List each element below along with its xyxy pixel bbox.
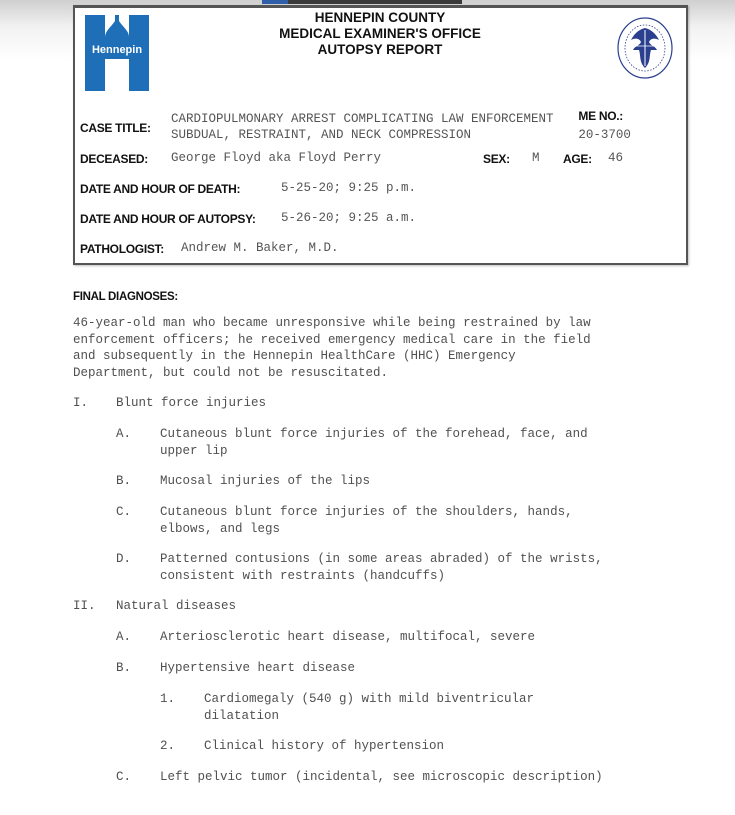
summary-line: Department, but could not be resuscitated. — [73, 365, 389, 380]
item-marker: A. — [116, 630, 132, 644]
subitem-text — [204, 691, 534, 724]
office-title-line: HENNEPIN COUNTY — [314, 10, 446, 25]
section-title: Blunt force injuries — [116, 396, 267, 410]
sex-value: M — [532, 151, 540, 165]
sex-label: SEX: — [483, 152, 510, 166]
office-title-line: AUTOPSY REPORT — [317, 42, 443, 57]
item-marker: B. — [116, 474, 132, 488]
case-title-value — [171, 111, 554, 143]
item-text — [160, 426, 588, 459]
medical-seal-icon — [615, 16, 675, 80]
item-marker: C. — [116, 505, 132, 519]
summary-line: enforcement officers; he received emergency medical care in the field — [73, 332, 591, 347]
final-diagnoses-heading: FINAL DIAGNOSES: — [73, 291, 178, 303]
item-text — [160, 551, 603, 584]
me-no-value: 20-3700 — [578, 128, 631, 142]
item-line: Left pelvic tumor (incidental, see microscopic description) — [160, 770, 603, 784]
item-line: upper lip — [160, 443, 228, 458]
pathologist-value: Andrew M. Baker, M.D. — [181, 241, 339, 255]
subitem-marker: 1. — [160, 692, 176, 706]
item-marker: C. — [116, 770, 132, 784]
section-marker: I. — [73, 396, 89, 410]
item-line: Patterned contusions (in some areas abraded) of the wrists, — [160, 552, 603, 566]
age-value: 46 — [608, 151, 624, 165]
office-title — [225, 10, 535, 58]
section-title: Natural diseases — [116, 599, 237, 613]
section-marker: II. — [73, 599, 96, 613]
report-header-box — [73, 5, 688, 265]
age-label: AGE: — [563, 152, 592, 166]
item-text — [160, 504, 573, 537]
toolbar-accent — [262, 0, 288, 4]
case-title-label: CASE TITLE: — [80, 121, 151, 135]
item-line: Arteriosclerotic heart disease, multifocal, severe — [160, 630, 536, 644]
hennepin-logo — [85, 15, 149, 91]
item-marker: A. — [116, 427, 132, 441]
deceased-value: George Floyd aka Floyd Perry — [171, 151, 382, 165]
item-marker: B. — [116, 661, 132, 675]
me-no-label: ME NO.: — [578, 109, 623, 123]
subitem-line: Clinical history of hypertension — [204, 739, 445, 753]
subitem-marker: 2. — [160, 739, 176, 753]
viewer-toolbar-strip — [262, 0, 462, 4]
item-line: Cutaneous blunt force injuries of the shoulders, hands, — [160, 505, 573, 519]
death-label: DATE AND HOUR OF DEATH: — [80, 182, 241, 196]
item-line: elbows, and legs — [160, 521, 281, 536]
death-value: 5-25-20; 9:25 p.m. — [281, 181, 417, 195]
case-title-line: CARDIOPULMONARY ARREST COMPLICATING LAW ENFORCEMENT — [171, 112, 554, 126]
summary-line: 46-year-old man who became unresponsive while being restrained by law — [73, 316, 591, 330]
subitem-line: dilatation — [204, 708, 280, 723]
subitem-line: Cardiomegaly (540 g) with mild biventricular — [204, 692, 535, 706]
summary-line: and subsequently in the Hennepin HealthCare (HHC) Emergency — [73, 349, 516, 363]
logo-text: Hennepin — [91, 44, 143, 56]
autopsy-value: 5-26-20; 9:25 a.m. — [281, 211, 417, 225]
pathologist-label: PATHOLOGIST: — [80, 242, 164, 256]
item-line: Cutaneous blunt force injuries of the forehead, face, and — [160, 427, 588, 441]
seal — [615, 16, 675, 80]
office-title-line: MEDICAL EXAMINER'S OFFICE — [279, 26, 481, 41]
item-line: consistent with restraints (handcuffs) — [160, 568, 446, 583]
item-line: Mucosal injuries of the lips — [160, 474, 371, 488]
deceased-label: DECEASED: — [80, 152, 148, 166]
case-title-line: SUBDUAL, RESTRAINT, AND NECK COMPRESSION — [171, 128, 472, 142]
item-line: Hypertensive heart disease — [160, 661, 356, 675]
item-marker: D. — [116, 552, 132, 566]
autopsy-label: DATE AND HOUR OF AUTOPSY: — [80, 212, 256, 226]
